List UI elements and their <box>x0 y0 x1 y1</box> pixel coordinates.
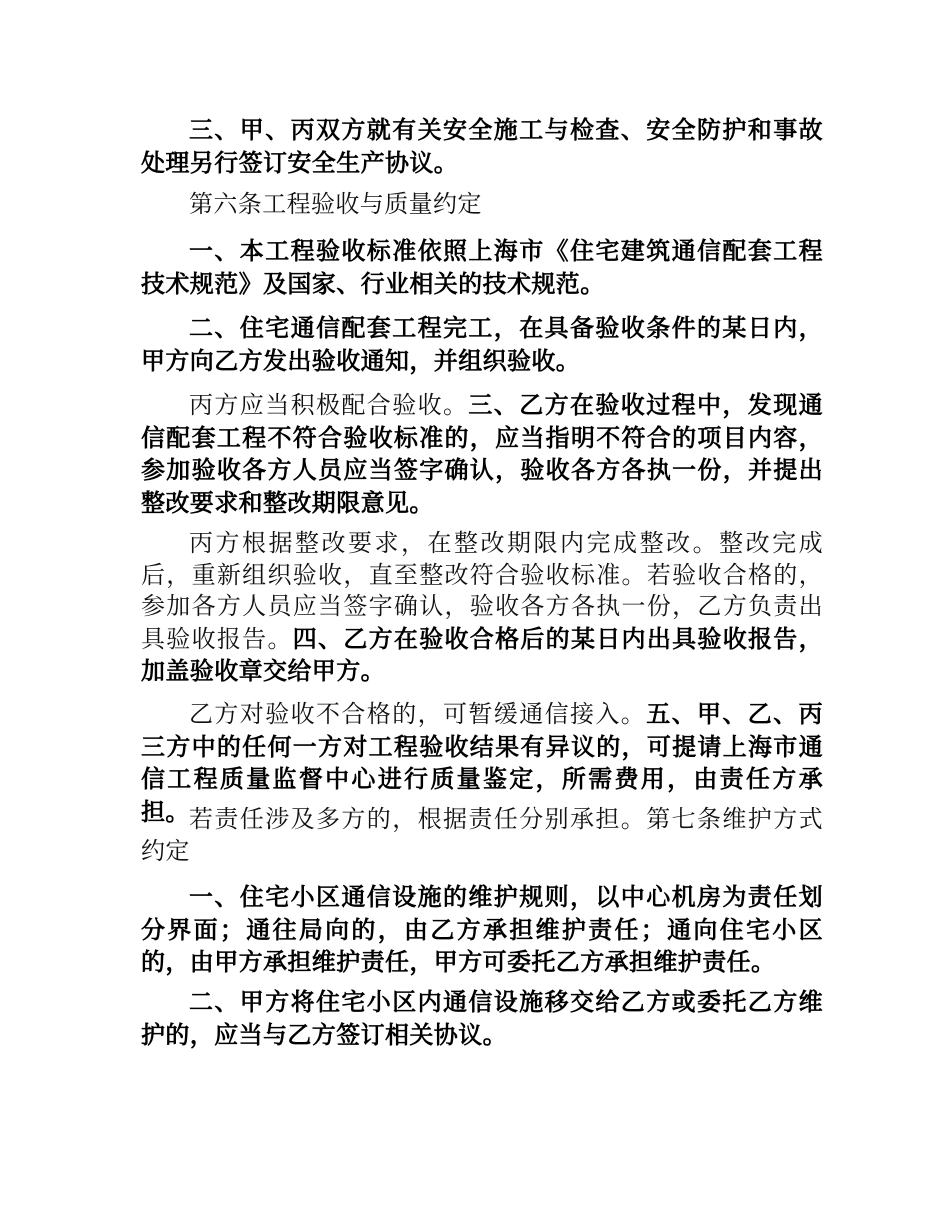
paragraph-text: 乙方对验收不合格的，可暂缓通信接入。 <box>189 700 647 728</box>
paragraph-completion-notice <box>141 312 823 377</box>
paragraph-text: 丙方应当积极配合验收。 <box>189 391 469 419</box>
paragraph-handover <box>141 986 823 1051</box>
paragraph-text: 若责任涉及多方的，根据责任分别承担。第七条维护方式约定 <box>141 805 823 865</box>
paragraph-liability-article-7 <box>141 804 823 867</box>
paragraph-text: 第六条工程验收与质量约定 <box>189 190 482 218</box>
paragraph-text: 丙方根据整改要求，在整改期限内完成整改。整改完成后，重新组织验收，直至整改符合验收标准。若验收合格的，参加各方人员应当签字确认，验收各方各执一份，乙方负责出具验收报告。 <box>141 529 823 653</box>
paragraph-acceptance-standard <box>141 235 823 300</box>
paragraph-text: 一、住宅小区通信设施的维护规则，以中心机房为责任划分界面；通往局向的，由乙方承担维护责任；通向住宅小区的，由甲方承担维护责任，甲方可委托乙方承担维护责任。 <box>141 882 823 976</box>
paragraph-text: 一、本工程验收标准依照上海市《住宅建筑通信配套工程技术规范》及国家、行业相关的技术规范。 <box>141 236 823 298</box>
paragraph-text: 三、乙方在验收过程中，发现通信配套工程不符合验收标准的，应当指明不符合的项目内容，参加验收各方人员应当签字确认，验收各方各执一份，并提出整改要求和整改期限意见。 <box>141 390 823 517</box>
paragraph-text: 四、乙方在验收合格后的某日内出具验收报告，加盖验收章交给甲方。 <box>141 623 824 685</box>
paragraph-safety-agreement <box>141 114 823 179</box>
article-6-heading <box>141 189 823 221</box>
paragraph-text: 二、甲方将住宅小区内通信设施移交给乙方或委托乙方维护的，应当与乙方签订相关协议。 <box>141 987 823 1049</box>
paragraph-text: 三、甲、丙双方就有关安全施工与检查、安全防护和事故处理另行签订安全生产协议。 <box>141 115 823 177</box>
paragraph-maintenance-rules <box>141 881 823 979</box>
paragraph-text: 五、甲、乙、丙三方中的任何一方对工程验收结果有异议的，可提请上海市通信工程质量监督中心进行质量鉴定，所需费用，由责任方承担。 <box>141 699 823 826</box>
paragraph-text: 二、住宅通信配套工程完工，在具备验收条件的某日内，甲方向乙方发出验收通知，并组织验收。 <box>141 313 823 375</box>
paragraph-rectification <box>141 528 823 688</box>
paragraph-nonconformance <box>141 389 823 519</box>
